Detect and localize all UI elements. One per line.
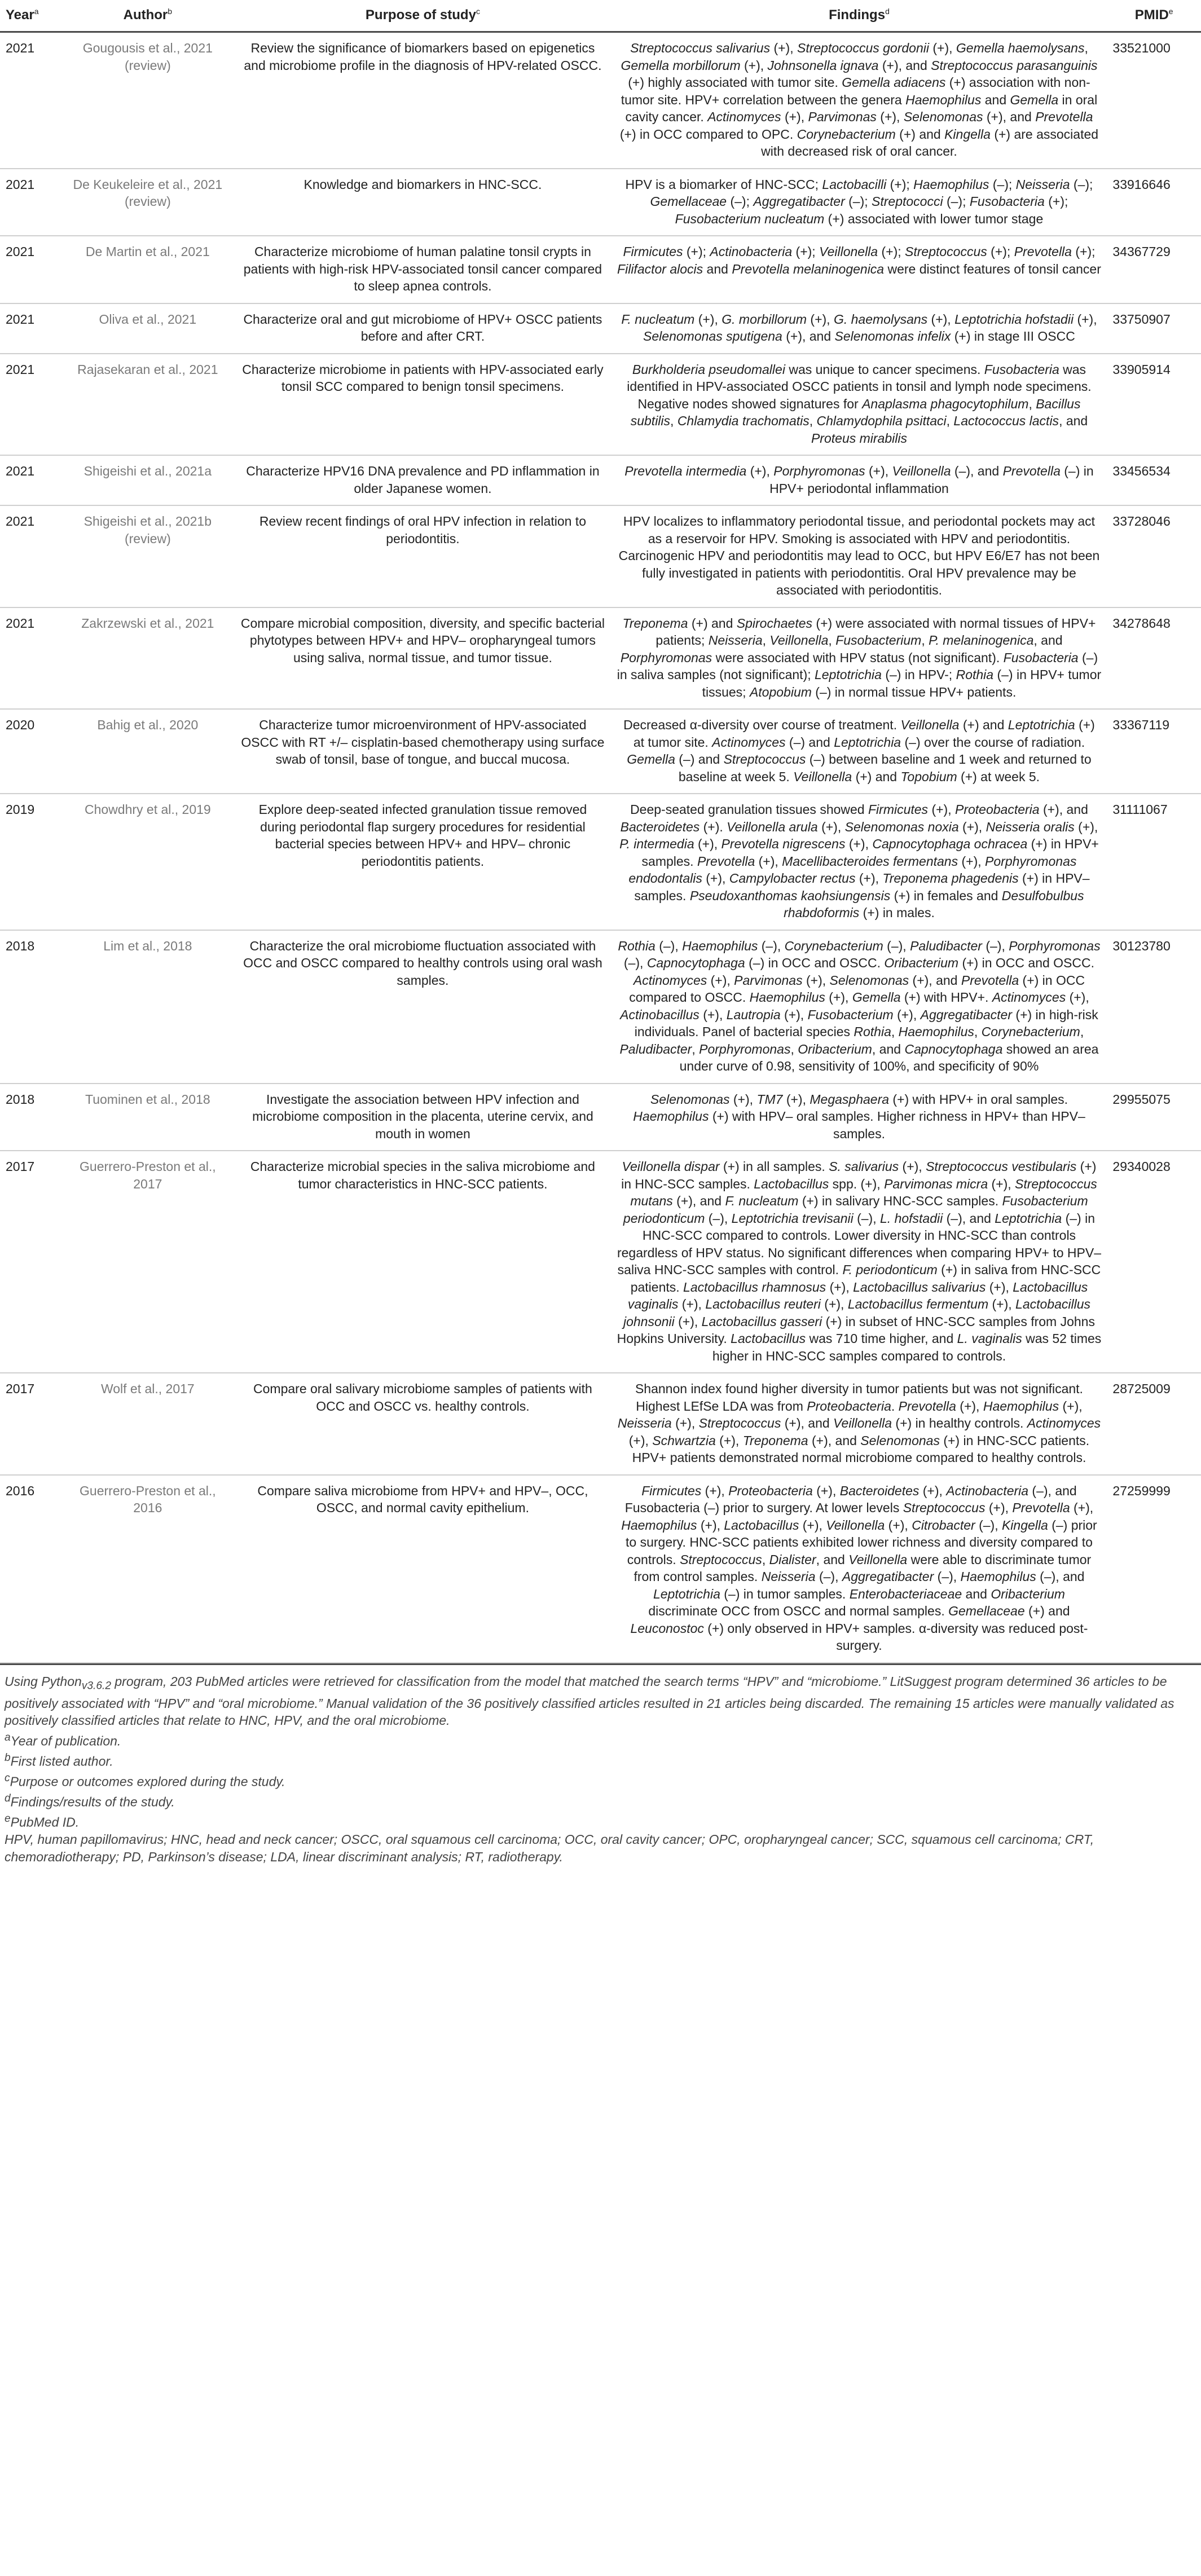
footnote-abbreviations: HPV, human papillomavirus; HNC, head and neck cancer; OSCC, oral squamous cell carcinoma; OCC, oral cavity cancer; OPC, oropharyngeal cancer; SCC, squamous cell carcinoma; CRT, chemoradiotherapy; PD, Parkinson’s disease; LDA, linear discriminant analysis; RT, radiotherapy. bbox=[5, 1832, 1094, 1864]
cell-pmid: 29340028 bbox=[1107, 1151, 1201, 1373]
cell-year: 2021 bbox=[0, 303, 61, 354]
table-row bbox=[0, 607, 1201, 710]
cell-pmid: 34367729 bbox=[1107, 236, 1201, 303]
table-footnotes bbox=[0, 1665, 1201, 1866]
cell-author: Shigeishi et al., 2021a bbox=[61, 455, 234, 505]
cell-purpose: Review recent findings of oral HPV infection in relation to periodontitis. bbox=[234, 505, 611, 607]
footnote-method: Using Python$_{v3.6.2}$ program, 203 PubMed articles were retrieved for classification from the model that matched the search terms “HPV” and “microbiome.” LitSuggest program determined 36 articles to be positively associated with “HPV” and “oral microbiome.” Manual validation of the 36 positively classified articles resulted in 21 articles being discarded. The remaining 15 articles were manually validated as positively classified articles that relate to HNC, HPV, and the oral microbiome. bbox=[5, 1674, 1174, 1728]
cell-purpose: Investigate the association between HPV infection and microbiome composition in the placenta, uterine cervix, and mouth in women bbox=[234, 1084, 611, 1151]
cell-year: 2017 bbox=[0, 1151, 61, 1373]
table-row bbox=[0, 303, 1201, 354]
cell-pmid: 33521000 bbox=[1107, 32, 1201, 169]
cell-purpose: Knowledge and biomarkers in HNC-SCC. bbox=[234, 169, 611, 236]
cell-findings: Streptococcus salivarius (+), Streptococcus gordonii (+), Gemella haemolysans, Gemella morbillorum (+), Johnsonella ignava (+), and Streptococcus parasanguinis (+) highly associated with tumor site. Gemella adiacens (+) association with non-tumor site. HPV+ correlation between the genera Haemophilus and Gemella in oral cavity cancer. Actinomyces (+), Parvimonas (+), Selenomonas (+), and Prevotella (+) in OCC compared to OPC. Corynebacterium (+) and Kingella (+) are associated with decreased risk of oral cancer. bbox=[612, 32, 1107, 169]
cell-year: 2019 bbox=[0, 794, 61, 930]
header-year: Year$^a$ bbox=[0, 0, 61, 32]
cell-findings: Firmicutes (+), Proteobacteria (+), Bacteroidetes (+), Actinobacteria (–), and Fusobacteria (–) prior to surgery. At lower levels Streptococcus (+), Prevotella (+), Haemophilus (+), Lactobacillus (+), Veillonella (+), Citrobacter (–), Kingella (–) prior to surgery. HNC-SCC patients exhibited lower richness and diversity compared to controls. Streptococcus, Dialister, and Veillonella were able to discriminate tumor from control samples. Neisseria (–), Aggregatibacter (–), Haemophilus (–), and Leptotrichia (–) in tumor samples. Enterobacteriaceae and Oribacterium discriminate OCC from OSCC and normal samples. Gemellaceae (+) and Leuconostoc (+) only observed in HPV+ samples. α-diversity was reduced post-surgery. bbox=[612, 1475, 1107, 1663]
cell-author: Wolf et al., 2017 bbox=[61, 1373, 234, 1475]
cell-purpose: Characterize the oral microbiome fluctuation associated with OCC and OSCC compared to healthy controls using oral wash samples. bbox=[234, 930, 611, 1084]
table-row bbox=[0, 709, 1201, 794]
cell-pmid: 30123780 bbox=[1107, 930, 1201, 1084]
table-row bbox=[0, 930, 1201, 1084]
cell-findings: HPV is a biomarker of HNC-SCC; Lactobacilli (+); Haemophilus (–); Neisseria (–); Gemellaceae (–); Aggregatibacter (–); Streptococci (–); Fusobacteria (+); Fusobacterium nucleatum (+) associated with lower tumor stage bbox=[612, 169, 1107, 236]
cell-purpose: Characterize microbial species in the saliva microbiome and tumor characteristics in HNC-SCC patients. bbox=[234, 1151, 611, 1373]
cell-author: Tuominen et al., 2018 bbox=[61, 1084, 234, 1151]
cell-pmid: 27259999 bbox=[1107, 1475, 1201, 1663]
table-row bbox=[0, 1475, 1201, 1663]
header-findings: Findings$^d$ bbox=[612, 0, 1107, 32]
table-row bbox=[0, 1151, 1201, 1373]
footnote-e: $^e$PubMed ID. bbox=[5, 1813, 80, 1830]
table-row bbox=[0, 236, 1201, 303]
cell-purpose: Compare saliva microbiome from HPV+ and HPV–, OCC, OSCC, and normal cavity epithelium. bbox=[234, 1475, 611, 1663]
cell-findings: Selenomonas (+), TM7 (+), Megasphaera (+) with HPV+ in oral samples. Haemophilus (+) with HPV– oral samples. Higher richness in HPV+ than HPV– samples. bbox=[612, 1084, 1107, 1151]
cell-author: Rajasekaran et al., 2021 bbox=[61, 354, 234, 456]
cell-purpose: Review the significance of biomarkers based on epigenetics and microbiome profile in the diagnosis of HPV-related OSCC. bbox=[234, 32, 611, 169]
cell-purpose: Characterize microbiome of human palatine tonsil crypts in patients with high-risk HPV-associated tonsil cancer compared to sleep apnea controls. bbox=[234, 236, 611, 303]
cell-year: 2021 bbox=[0, 505, 61, 607]
cell-pmid: 28725009 bbox=[1107, 1373, 1201, 1475]
cell-year: 2018 bbox=[0, 1084, 61, 1151]
cell-findings: Burkholderia pseudomallei was unique to cancer specimens. Fusobacteria was identified in HPV-associated OSCC patients in tonsil and lymph node specimens. Negative nodes showed signatures for Anaplasma phagocytophilum, Bacillus subtilis, Chlamydia trachomatis, Chlamydophila psittaci, Lactococcus lactis, and Proteus mirabilis bbox=[612, 354, 1107, 456]
cell-pmid: 33916646 bbox=[1107, 169, 1201, 236]
cell-year: 2017 bbox=[0, 1373, 61, 1475]
cell-author: Shigeishi et al., 2021b (review) bbox=[61, 505, 234, 607]
table-row bbox=[0, 354, 1201, 456]
header-author: Author$^b$ bbox=[61, 0, 234, 32]
cell-findings: Firmicutes (+); Actinobacteria (+); Veillonella (+); Streptococcus (+); Prevotella (+); Filifactor alocis and Prevotella melaninogenica were distinct features of tonsil cancer bbox=[612, 236, 1107, 303]
footnote-d: $^d$Findings/results of the study. bbox=[5, 1793, 175, 1809]
cell-pmid: 33367119 bbox=[1107, 709, 1201, 794]
cell-purpose: Characterize tumor microenvironment of HPV-associated OSCC with RT +/– cisplatin-based chemotherapy using surface swab of tonsil, base of tongue, and buccal mucosa. bbox=[234, 709, 611, 794]
cell-purpose: Explore deep-seated infected granulation tissue removed during periodontal flap surgery procedures for residential bacterial species between HPV+ and HPV– chronic periodontitis patients. bbox=[234, 794, 611, 930]
cell-author: Gougousis et al., 2021 (review) bbox=[61, 32, 234, 169]
cell-year: 2021 bbox=[0, 236, 61, 303]
cell-author: Guerrero-Preston et al., 2017 bbox=[61, 1151, 234, 1373]
cell-author: Zakrzewski et al., 2021 bbox=[61, 607, 234, 710]
cell-purpose: Characterize oral and gut microbiome of HPV+ OSCC patients before and after CRT. bbox=[234, 303, 611, 354]
cell-year: 2021 bbox=[0, 169, 61, 236]
table-row bbox=[0, 794, 1201, 930]
cell-year: 2021 bbox=[0, 32, 61, 169]
cell-author: Bahig et al., 2020 bbox=[61, 709, 234, 794]
table-row bbox=[0, 455, 1201, 505]
cell-pmid: 34278648 bbox=[1107, 607, 1201, 710]
cell-year: 2016 bbox=[0, 1475, 61, 1663]
table-row bbox=[0, 505, 1201, 607]
cell-author: De Martin et al., 2021 bbox=[61, 236, 234, 303]
cell-findings: HPV localizes to inflammatory periodontal tissue, and periodontal pockets may act as a reservoir for HPV. Smoking is associated with HPV and periodontitis. Carcinogenic HPV and periodontitis may lead to OCC, but HPV E6/E7 has not been fully investigated in patients with periodontitis. Oral HPV prevalence may be associated with periodontitis. bbox=[612, 505, 1107, 607]
cell-author: Chowdhry et al., 2019 bbox=[61, 794, 234, 930]
cell-year: 2020 bbox=[0, 709, 61, 794]
cell-findings: Decreased α-diversity over course of treatment. Veillonella (+) and Leptotrichia (+) at tumor site. Actinomyces (–) and Leptotrichia (–) over the course of radiation. Gemella (–) and Streptococcus (–) between baseline and 1 week and returned to baseline at week 5. Veillonella (+) and Topobium (+) at week 5. bbox=[612, 709, 1107, 794]
cell-pmid: 33728046 bbox=[1107, 505, 1201, 607]
table-row bbox=[0, 32, 1201, 169]
cell-findings: F. nucleatum (+), G. morbillorum (+), G. haemolysans (+), Leptotrichia hofstadii (+), Selenomonas sputigena (+), and Selenomonas infelix (+) in stage III OSCC bbox=[612, 303, 1107, 354]
table-body bbox=[0, 32, 1201, 1663]
cell-purpose: Characterize microbiome in patients with HPV-associated early tonsil SCC compared to benign tonsil specimens. bbox=[234, 354, 611, 456]
footnote-a: $^a$Year of publication. bbox=[5, 1731, 121, 1749]
cell-pmid: 33750907 bbox=[1107, 303, 1201, 354]
cell-purpose: Compare microbial composition, diversity, and specific bacterial phytotypes between HPV+ and HPV– oropharyngeal tumors using saliva, normal tissue, and tumor tissue. bbox=[234, 607, 611, 710]
cell-findings: Rothia (–), Haemophilus (–), Corynebacterium (–), Paludibacter (–), Porphyromonas (–), Capnocytophaga (–) in OCC and OSCC. Oribacterium (+) in OCC and OSCC. Actinomyces (+), Parvimonas (+), Selenomonas (+), and Prevotella (+) in OCC compared to OSCC. Haemophilus (+), Gemella (+) with HPV+. Actinomyces (+), Actinobacillus (+), Lautropia (+), Fusobacterium (+), Aggregatibacter (+) in high-risk individuals. Panel of bacterial species Rothia, Haemophilus, Corynebacterium, Paludibacter, Porphyromonas, Oribacterium, and Capnocytophaga showed an area under curve of 0.98, sensitivity of 100%, and specificity of 90% bbox=[612, 930, 1107, 1084]
header-pmid: PMID$^e$ bbox=[1107, 0, 1201, 32]
cell-year: 2021 bbox=[0, 354, 61, 456]
cell-year: 2021 bbox=[0, 607, 61, 710]
cell-author: Lim et al., 2018 bbox=[61, 930, 234, 1084]
cell-findings: Veillonella dispar (+) in all samples. S. salivarius (+), Streptococcus vestibularis (+) in HNC-SCC samples. Lactobacillus spp. (+), Parvimonas micra (+), Streptococcus mutans (+), and F. nucleatum (+) in salivary HNC-SCC samples. Fusobacterium periodonticum (–), Leptotrichia trevisanii (–), L. hofstadii (–), and Leptotrichia (–) in HNC-SCC compared to controls. Lower diversity in HNC-SCC than controls regardless of HPV status. No significant differences when comparing HPV+ to HPV– saliva HNC-SCC samples with control. F. periodonticum (+) in saliva from HNC-SCC patients. Lactobacillus rhamnosus (+), Lactobacillus salivarius (+), Lactobacillus vaginalis (+), Lactobacillus reuteri (+), Lactobacillus fermentum (+), Lactobacillus johnsonii (+), Lactobacillus gasseri (+) in subset of HNC-SCC samples from Johns Hopkins University. Lactobacillus was 710 time higher, and L. vaginalis was 52 times higher in HNC-SCC samples compared to controls. bbox=[612, 1151, 1107, 1373]
cell-year: 2018 bbox=[0, 930, 61, 1084]
table-row bbox=[0, 1373, 1201, 1475]
cell-pmid: 33905914 bbox=[1107, 354, 1201, 456]
cell-pmid: 31111067 bbox=[1107, 794, 1201, 930]
table-header-row bbox=[0, 0, 1201, 32]
cell-author: De Keukeleire et al., 2021 (review) bbox=[61, 169, 234, 236]
cell-author: Guerrero-Preston et al., 2016 bbox=[61, 1475, 234, 1663]
cell-year: 2021 bbox=[0, 455, 61, 505]
cell-findings: Shannon index found higher diversity in tumor patients but was not significant. Highest LEfSe LDA was from Proteobacteria. Prevotella (+), Haemophilus (+), Neisseria (+), Streptococcus (+), and Veillonella (+) in healthy controls. Actinomyces (+), Schwartzia (+), Treponema (+), and Selenomonas (+) in HNC-SCC patients. HPV+ patients demonstrated normal microbiome compared to healthy controls. bbox=[612, 1373, 1107, 1475]
cell-pmid: 29955075 bbox=[1107, 1084, 1201, 1151]
cell-pmid: 33456534 bbox=[1107, 455, 1201, 505]
cell-purpose: Compare oral salivary microbiome samples of patients with OCC and OSCC vs. healthy controls. bbox=[234, 1373, 611, 1475]
cell-findings: Prevotella intermedia (+), Porphyromonas (+), Veillonella (–), and Prevotella (–) in HPV+ periodontal inflammation bbox=[612, 455, 1107, 505]
table-row bbox=[0, 1084, 1201, 1151]
footnote-b: $^b$First listed author. bbox=[5, 1751, 113, 1769]
footnote-c: $^c$Purpose or outcomes explored during the study. bbox=[5, 1772, 285, 1789]
cell-findings: Treponema (+) and Spirochaetes (+) were associated with normal tissues of HPV+ patients; Neisseria, Veillonella, Fusobacterium, P. melaninogenica, and Porphyromonas were associated with HPV status (not significant). Fusobacteria (–) in saliva samples (not significant); Leptotrichia (–) in HPV-; Rothia (–) in HPV+ tumor tissues; Atopobium (–) in normal tissue HPV+ patients. bbox=[612, 607, 1107, 710]
cell-purpose: Characterize HPV16 DNA prevalence and PD inflammation in older Japanese women. bbox=[234, 455, 611, 505]
table-row bbox=[0, 169, 1201, 236]
header-purpose: Purpose of study$^c$ bbox=[234, 0, 611, 32]
cell-findings: Deep-seated granulation tissues showed Firmicutes (+), Proteobacteria (+), and Bacteroidetes (+). Veillonella arula (+), Selenomonas noxia (+), Neisseria oralis (+), P. intermedia (+), Prevotella nigrescens (+), Capnocytophaga ochracea (+) in HPV+ samples. Prevotella (+), Macellibacteroides fermentans (+), Porphyromonas endodontalis (+), Campylobacter rectus (+), Treponema phagedenis (+) in HPV– samples. Pseudoxanthomas kaohsiungensis (+) in females and Desulfobulbus rhabdoformis (+) in males. bbox=[612, 794, 1107, 930]
cell-author: Oliva et al., 2021 bbox=[61, 303, 234, 354]
